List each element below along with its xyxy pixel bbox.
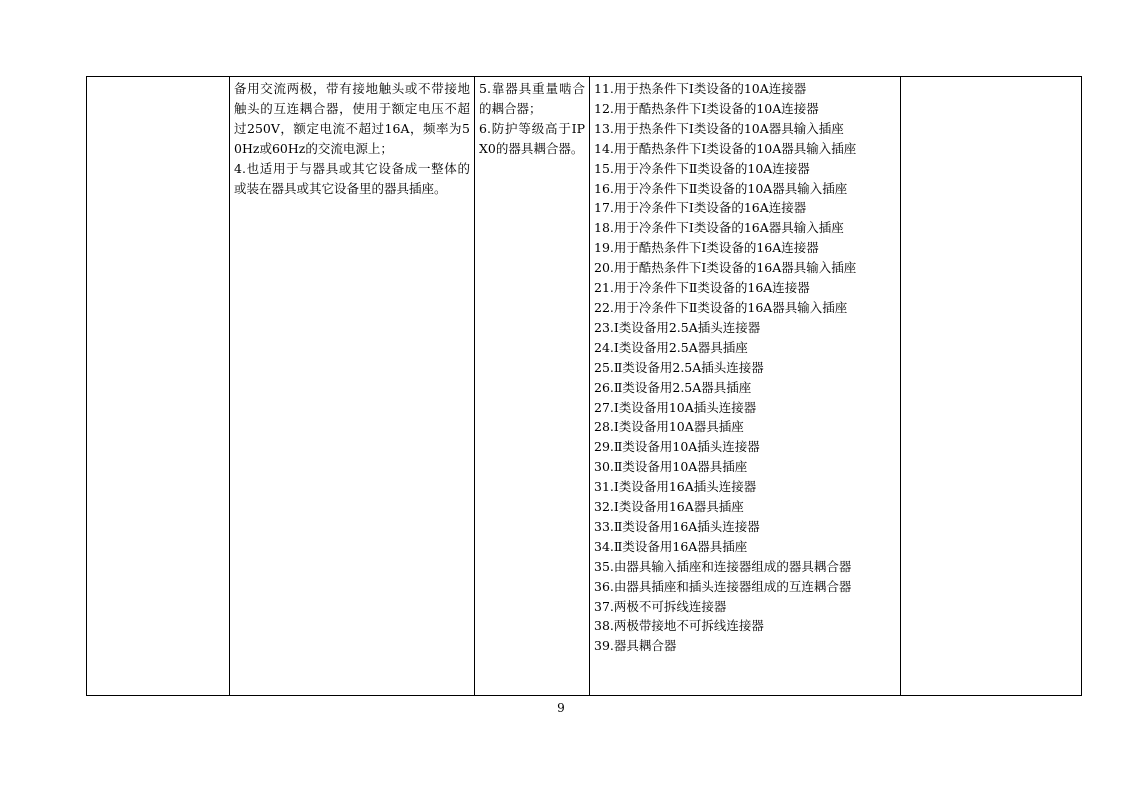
list-item: 25.Ⅱ类设备用2.5A插头连接器 bbox=[594, 359, 764, 375]
list-item: 27.Ⅰ类设备用10A插头连接器 bbox=[594, 399, 757, 415]
list-item: 11.用于热条件下Ⅰ类设备的10A连接器 bbox=[594, 81, 807, 96]
exclusion-paragraph: 5.靠器具重量啮合的耦合器； bbox=[479, 81, 585, 116]
page-number: 9 bbox=[557, 701, 565, 715]
exclusion-cell bbox=[475, 77, 590, 696]
list-item: 39.器具耦合器 bbox=[594, 638, 677, 654]
list-item: 26.Ⅱ类设备用2.5A器具插座 bbox=[594, 379, 752, 395]
list-item: 15.用于冷条件下Ⅱ类设备的10A连接器 bbox=[594, 160, 810, 176]
list-item: 35.由器具输入插座和连接器组成的器具耦合器 bbox=[594, 558, 852, 574]
scope-paragraph: 备用交流两极，带有接地触头或不带接地触头的互连耦合器，使用于额定电压不超过250V，额定电流不超过16A，频率为50Hz或60Hz的交流电源上； bbox=[234, 81, 470, 156]
scope-cell bbox=[230, 77, 475, 696]
list-item: 38.两极带接地不可拆线连接器 bbox=[594, 618, 764, 634]
list-item: 13.用于热条件下Ⅰ类设备的10A器具输入插座 bbox=[594, 120, 844, 136]
list-item: 14.用于酷热条件下Ⅰ类设备的10A器具输入插座 bbox=[594, 140, 857, 156]
table-row bbox=[87, 77, 1082, 696]
list-item: 36.由器具插座和插头连接器组成的互连耦合器 bbox=[594, 578, 852, 594]
list-item: 32.Ⅰ类设备用16A器具插座 bbox=[594, 499, 744, 515]
list-item: 12.用于酷热条件下Ⅰ类设备的10A连接器 bbox=[594, 100, 819, 116]
list-item: 22.用于冷条件下Ⅱ类设备的16A器具输入插座 bbox=[594, 299, 848, 315]
list-item: 18.用于冷条件下Ⅰ类设备的16A器具输入插座 bbox=[594, 220, 844, 236]
list-item: 21.用于冷条件下Ⅱ类设备的16A连接器 bbox=[594, 280, 810, 296]
empty-cell-left bbox=[87, 77, 230, 696]
list-item: 23.Ⅰ类设备用2.5A插头连接器 bbox=[594, 319, 761, 335]
list-item: 24.Ⅰ类设备用2.5A器具插座 bbox=[594, 339, 748, 355]
product-list-cell bbox=[590, 77, 901, 696]
list-item: 30.Ⅱ类设备用10A器具插座 bbox=[594, 459, 748, 475]
document-table bbox=[86, 76, 1082, 696]
list-item: 33.Ⅱ类设备用16A插头连接器 bbox=[594, 518, 760, 534]
list-item: 34.Ⅱ类设备用16A器具插座 bbox=[594, 538, 748, 554]
list-item: 20.用于酷热条件下Ⅰ类设备的16A器具输入插座 bbox=[594, 260, 857, 276]
list-item: 28.Ⅰ类设备用10A器具插座 bbox=[594, 419, 744, 435]
list-item: 37.两极不可拆线连接器 bbox=[594, 598, 727, 614]
exclusion-paragraph: 6.防护等级高于IPX0的器具耦合器。 bbox=[479, 120, 585, 156]
scope-paragraph: 4.也适用于与器具或其它设备成一整体的或装在器具或其它设备里的器具插座。 bbox=[234, 160, 470, 196]
list-item: 31.Ⅰ类设备用16A插头连接器 bbox=[594, 479, 757, 495]
list-item: 16.用于冷条件下Ⅱ类设备的10A器具输入插座 bbox=[594, 180, 848, 196]
empty-cell-right bbox=[901, 77, 1082, 696]
list-item: 29.Ⅱ类设备用10A插头连接器 bbox=[594, 439, 760, 455]
list-item: 19.用于酷热条件下Ⅰ类设备的16A连接器 bbox=[594, 240, 819, 256]
list-item: 17.用于冷条件下Ⅰ类设备的16A连接器 bbox=[594, 200, 807, 216]
